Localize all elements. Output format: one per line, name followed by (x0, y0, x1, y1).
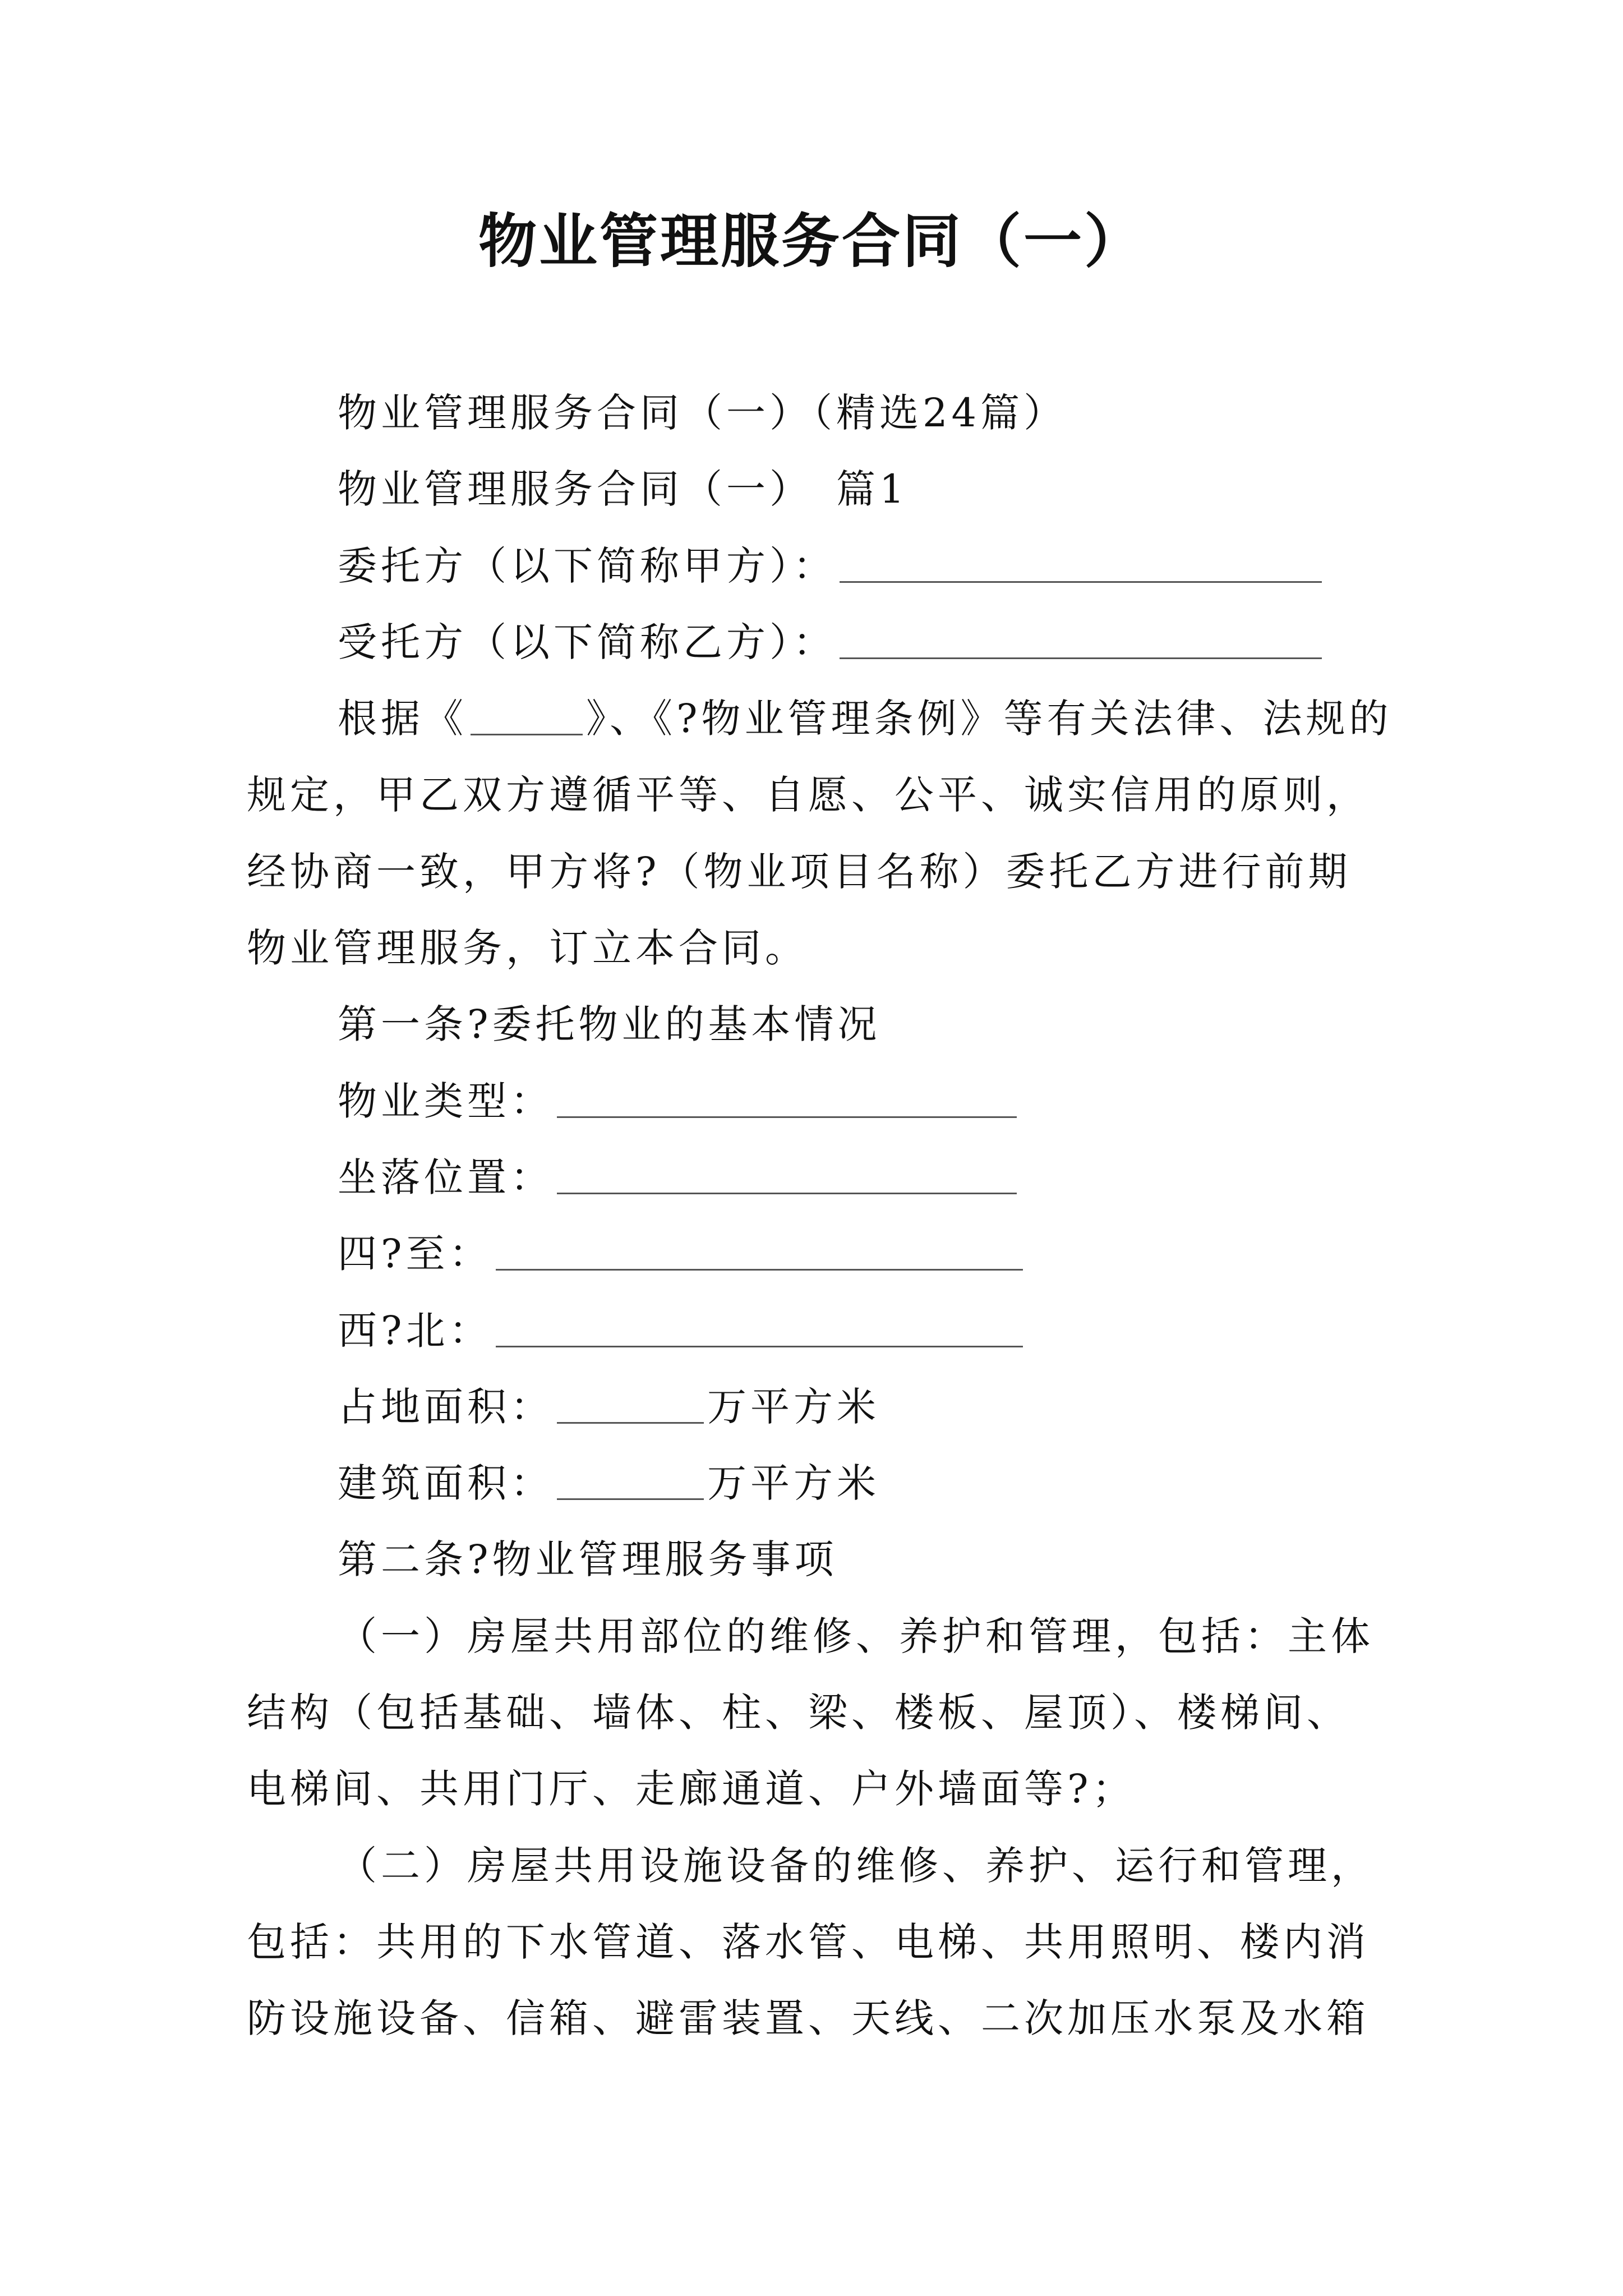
document-body (247, 375, 1393, 2057)
location-blank (557, 1161, 1017, 1194)
article-2-heading: 第二条?物业管理服务事项 (338, 1536, 838, 1583)
chapter-heading: 物业管理服务合同（一） 篇1 (338, 466, 909, 513)
boundary-blank (496, 1237, 1023, 1271)
party-b-label: 受托方（以下简称乙方）： (338, 619, 836, 665)
paragraph-line: 规定，甲乙双方遵循平等、自愿、公平、诚实信用的原则， (247, 772, 1370, 818)
paragraph-line: 包括：共用的下水管道、落水管、电梯、共用照明、楼内消 (247, 1918, 1370, 1965)
boundary-blank (496, 1314, 1023, 1347)
boundary-line: 四?至： (247, 1216, 1385, 1292)
party-a-label: 委托方（以下简称甲方）： (338, 542, 836, 589)
boundary-line: 西?北： (247, 1292, 1385, 1369)
paragraph-line: （一）房屋共用部位的维修、养护和管理，包括：主体 (338, 1613, 1374, 1659)
paragraph-line: 电梯间、共用门厅、走廊通道、户外墙面等?； (247, 1766, 1136, 1812)
property-type-blank (557, 1085, 1017, 1118)
paragraph-line: （二）房屋共用设施设备的维修、养护、运行和管理， (338, 1842, 1374, 1889)
paragraph-line: 防设施设备、信箱、避雷装置、天线、二次加压水泵及水箱 (247, 1995, 1370, 2042)
land-area-line: 占地面积： 万平方米 (338, 1383, 880, 1430)
paragraph-line: 经协商一致，甲方将?（物业项目名称）委托乙方进行前期 (247, 848, 1352, 895)
party-b-blank (840, 626, 1322, 659)
party-a-blank (840, 550, 1322, 583)
party-b-line (247, 604, 1385, 680)
law-name-blank (471, 702, 583, 735)
party-a-line (247, 528, 1385, 604)
paragraph-line: 结构（包括基础、墙体、柱、梁、楼板、屋顶）、楼梯间、 (247, 1690, 1350, 1736)
paragraph-line: 根据《 》、《?物业管理条例》等有关法律、法规的 (338, 696, 1393, 742)
article-1-heading: 第一条?委托物业的基本情况 (338, 1001, 881, 1048)
building-area-blank (557, 1467, 704, 1500)
location-line: 坐落位置： (247, 1139, 1385, 1216)
document-title: 物业管理服务合同（一） (478, 206, 1145, 275)
land-area-blank (557, 1391, 704, 1424)
subtitle-line: 物业管理服务合同（一）（精选24篇） (338, 390, 1067, 436)
building-area-line: 建筑面积： 万平方米 (338, 1460, 880, 1507)
paragraph-line: 物业管理服务，订立本合同。 (247, 925, 808, 972)
property-type-line: 物业类型： (247, 1063, 1385, 1139)
